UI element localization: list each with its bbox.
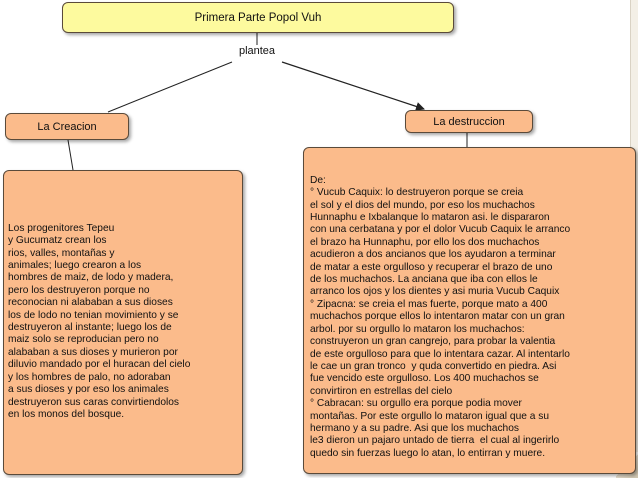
root-concept-label: Primera Parte Popol Vuh: [194, 11, 322, 24]
concept-destruccion-label: La destruccion: [433, 115, 505, 128]
concept-destruccion: [405, 110, 533, 133]
root-concept-box: [62, 2, 454, 33]
creacion-description-box: [3, 170, 243, 475]
destruccion-description-text: De: ° Vucub Caquix: lo destruyeron porque se creia el sol y el dios del mundo, por eso los muchachos Hunnaphu e Ixbalanque lo mataron asi. le dispararon con una cerbatana y por el dolor Vucub Caquix le arranco el brazo ha Hunnaphu, por ello los dos muchachos acudieron a dos ancianos que los ayudaron a terminar de matar a este orgulloso y recuperar el brazo de uno de los muchachos. La anciana que iba con ellos le arranco los ojos y los dientes y asi muria Vucub Caquix ° Zipacna: se creia el mas fuerte, porque mato a 400 muchachos porque ellos lo intentaron matar con un gran arbol. por su orgullo lo mataron los muchachos: construyeron un gran cangrejo, para probar la valentia de este orgulloso para que lo intentara cazar. Al intentarlo le cae un gran tronco y quda convertido en piedra. Asi fue vencido este orgulloso. Los 400 muchachos se convirtiron en estrellas del cielo ° Cabracan: su orgullo era porque podia mover montañas. Por este orgullo lo mataron igual que a su hermano y a su padre. Asi que los muchachos le3 dieron un pajaro untado de tierra el cual al ingerirlo quedo sin fuerzas luego lo atan, lo entirran y muere.: [310, 174, 571, 459]
destruccion-description-box: [303, 147, 636, 474]
connector-linkword-to-creacion: [108, 62, 232, 112]
concept-creacion: [5, 113, 129, 140]
connector-linkword-to-destruccion: [282, 62, 424, 109]
linking-word: plantea: [232, 45, 282, 57]
concept-creacion-label: La Creacion: [37, 120, 97, 133]
connector-creacion-to-text: [68, 140, 73, 170]
creacion-description-text: Los progenitores Tepeu y Gucumatz crean los rios, valles, montañas y animales; luego crearon a los hombres de maiz, de lodo y madera, pero los destruyeron porque no reconocian ni alababan a sus dioses los de lodo no tenian movimiento y se destruyeron al instante; luego los de maiz solo se reproducian pero no alababan a sus dioses y murieron por diluvio mandado por el huracan del cielo y los hombres de palo, no adoraban a sus dioses y por eso los animales destruyeron sus caras convirtiendolos en los monos del bosque.: [8, 222, 191, 420]
